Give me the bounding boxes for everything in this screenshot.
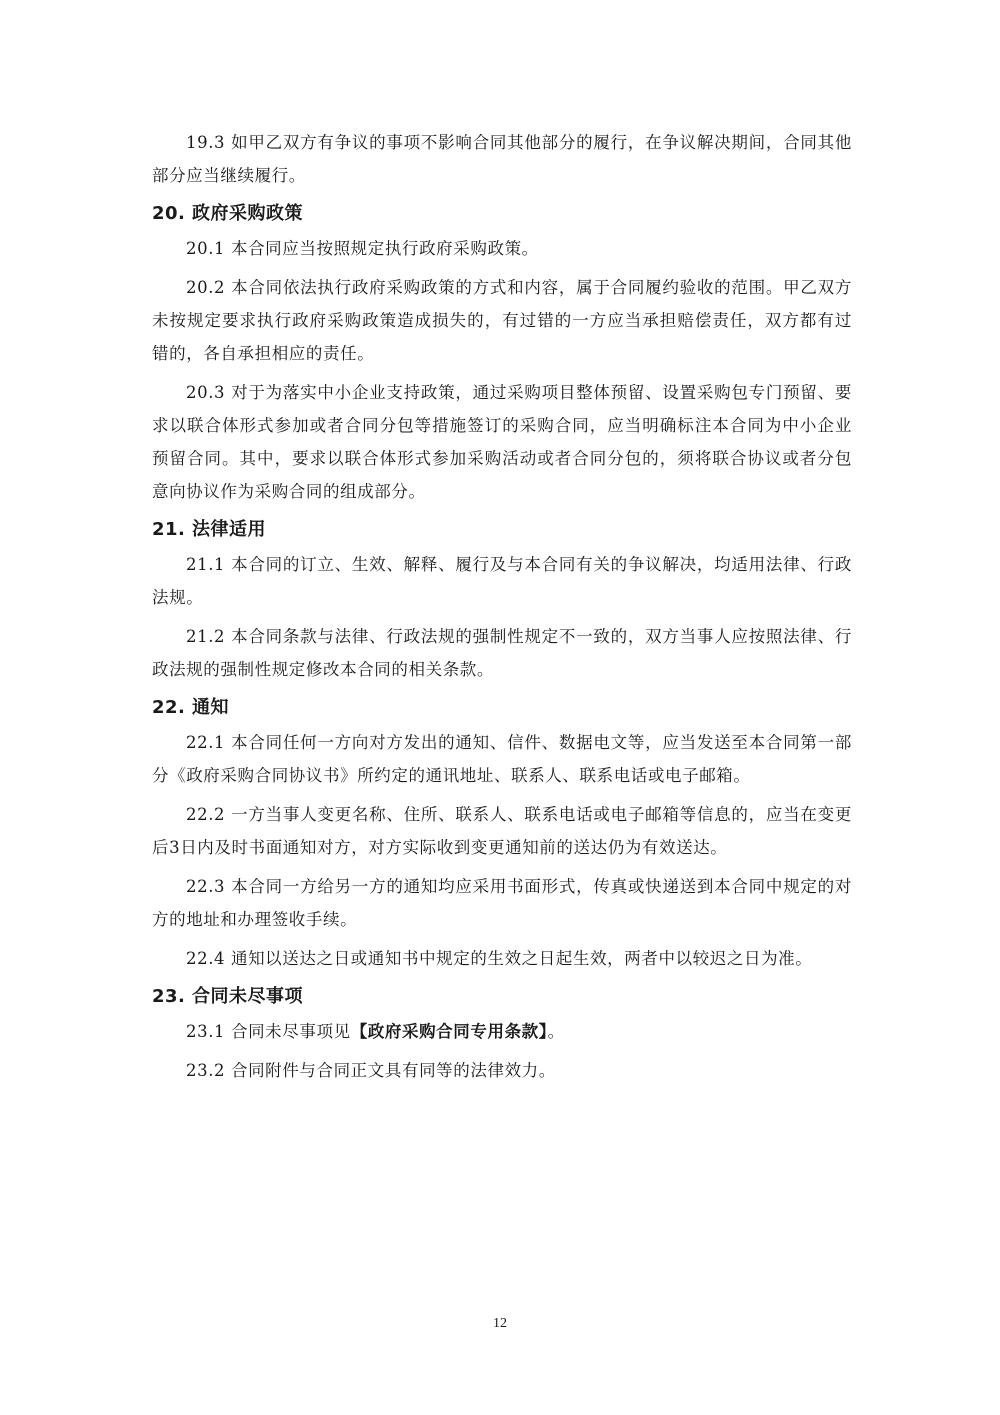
section-number: 23.: [152, 986, 186, 1007]
section-title: 合同未尽事项: [192, 986, 303, 1007]
section-heading-21: [152, 514, 852, 546]
page-content: [152, 126, 852, 1093]
section-title: 通知: [192, 697, 229, 718]
clause-23-1-end: 。: [547, 1022, 565, 1041]
section-title: 法律适用: [192, 519, 266, 540]
section-number: 20.: [152, 203, 186, 224]
section-number: 22.: [152, 697, 186, 718]
clause-22-3: 22.3 本合同一方给另一方的通知均应采用书面形式，传真或快递送到本合同中规定的对方的地址和办理签收手续。: [152, 877, 852, 929]
clause-23-1-text: 23.1 合同未尽事项见: [186, 1022, 351, 1041]
section-number: 21.: [152, 519, 186, 540]
clause-22-2: 22.2 一方当事人变更名称、住所、联系人、联系电话或电子邮箱等信息的，应当在变更后3日内及时书面通知对方，对方实际收到变更通知前的送达仍为有效送达。: [152, 805, 852, 857]
page-number: 12: [493, 1316, 507, 1331]
section-heading-23: [152, 981, 852, 1013]
section-heading-20: [152, 198, 852, 230]
section-title: 政府采购政策: [192, 203, 303, 224]
clause-23-1: [152, 1015, 852, 1048]
clause-20-1: 20.1 本合同应当按照规定执行政府采购政策。: [186, 239, 539, 258]
clause-20-2: 20.2 本合同依法执行政府采购政策的方式和内容，属于合同履约验收的范围。甲乙双方未按规定要求执行政府采购政策造成损失的，有过错的一方应当承担赔偿责任，双方都有过错的，各自承担相应的责任。: [152, 278, 852, 363]
clause-23-2: 23.2 合同附件与合同正文具有同等的法律效力。: [186, 1061, 556, 1080]
clause-21-1: 21.1 本合同的订立、生效、解释、履行及与本合同有关的争议解决，均适用法律、行政法规。: [152, 555, 852, 607]
special-terms-reference: 【政府采购合同专用条款】: [350, 1022, 548, 1041]
section-heading-22: [152, 692, 852, 724]
clause-21-2: 21.2 本合同条款与法律、行政法规的强制性规定不一致的，双方当事人应按照法律、行政法规的强制性规定修改本合同的相关条款。: [152, 627, 852, 679]
clause-20-3: 20.3 对于为落实中小企业支持政策，通过采购项目整体预留、设置采购包专门预留、要求以联合体形式参加或者合同分包等措施签订的采购合同，应当明确标注本合同为中小企业预留合同。其中，要求以联合体形式参加采购活动或者合同分包的，须将联合协议或者分包意向协议作为采购合同的组成部分。: [152, 383, 852, 501]
clause-22-1: 22.1 本合同任何一方向对方发出的通知、信件、数据电文等，应当发送至本合同第一部分《政府采购合同协议书》所约定的通讯地址、联系人、联系电话或电子邮箱。: [152, 733, 852, 785]
clause-19-3: 19.3 如甲乙双方有争议的事项不影响合同其他部分的履行，在争议解决期间，合同其他部分应当继续履行。: [152, 133, 852, 185]
clause-22-4: 22.4 通知以送达之日或通知书中规定的生效之日起生效，两者中以较迟之日为准。: [186, 949, 813, 968]
